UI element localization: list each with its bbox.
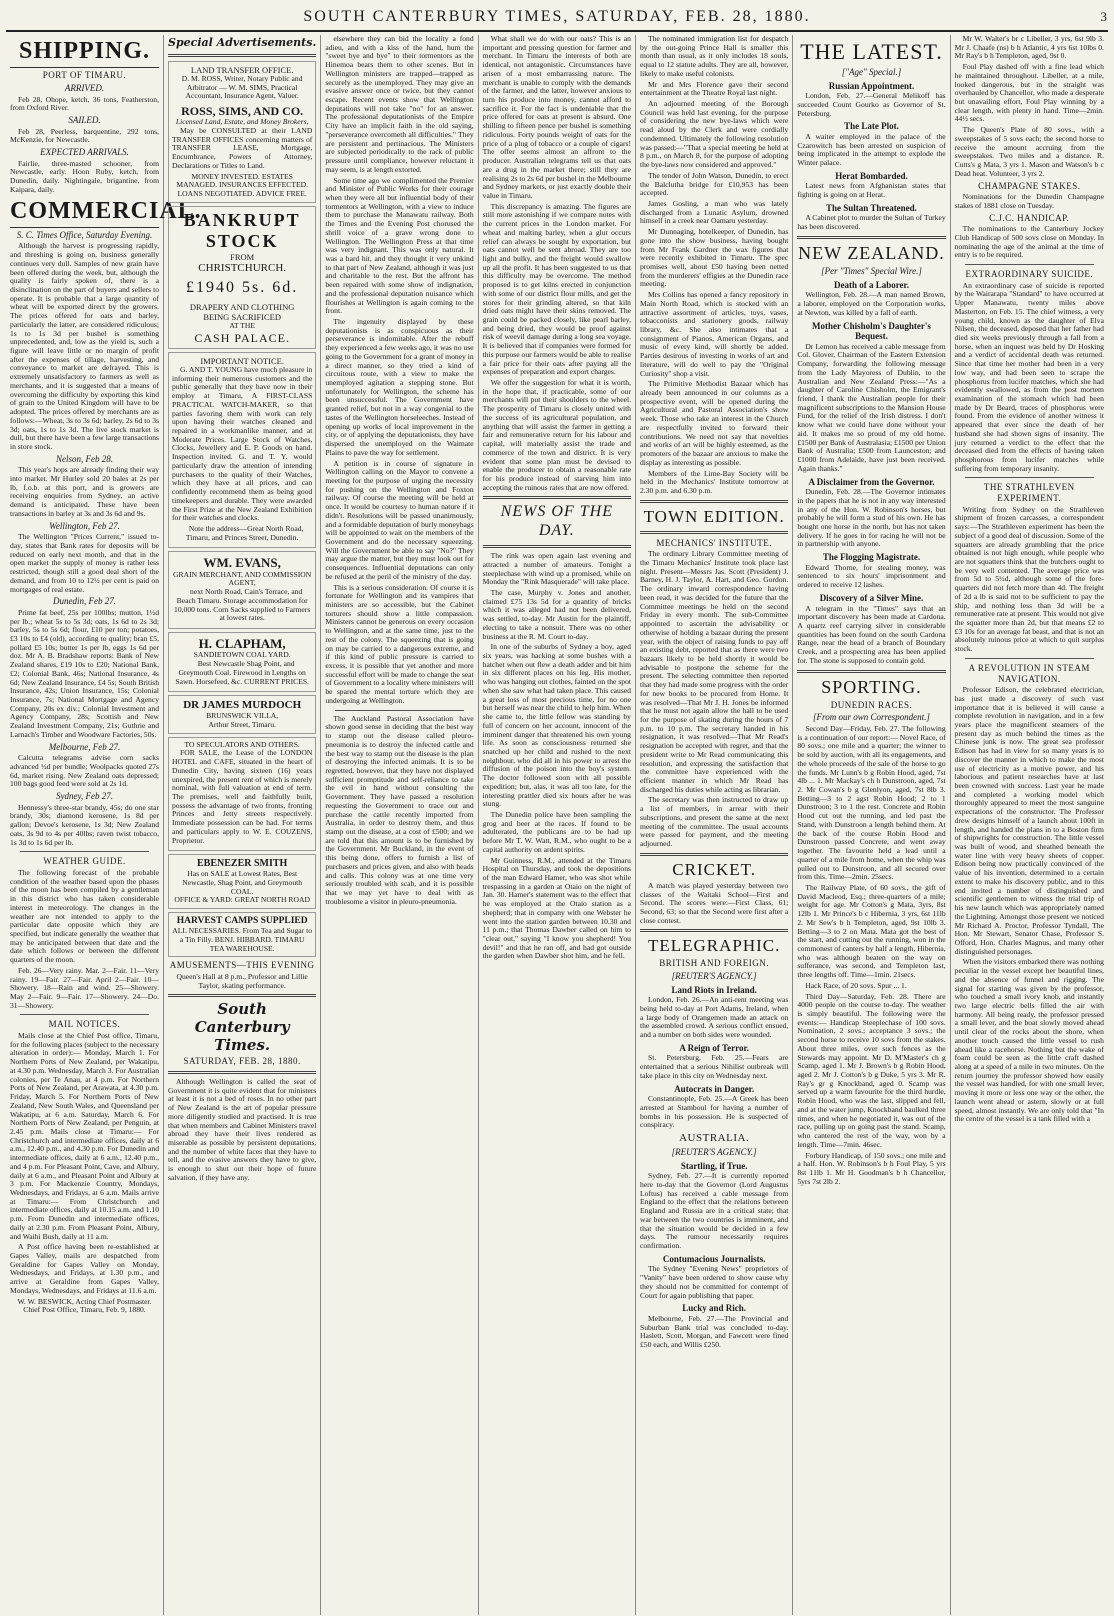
mechanics-text: The ordinary Library Committee meeting of the Timaru Mechanics' Institute took place last night. Present—Messrs Jas. Scott (President) J. Barney, H. J. Taylor, A. Hart, and Geo. Gordon. The ordinary inward correspondence having been read, it was decided for the future that the Committee meetings be held on the second Friday in every month. The sub-Committee appointed to ascertain the advisability or otherwise of holding a bazaar during the present year, with the object of raising funds to pay off an existing debt, reported that as there were two bazaars likely to be held shortly it would be advisable to postpone the scheme for the present. The selecting committee then reported that they had made some progress with the order for new books to be procured from Home. It was resolved—That Mr J. H. Jones be informed that he must not again allow the hall to be used for the purpose of skating during the hours of 7 p.m. to 10 p.m. The secretary handed in his resignation, it was resolved—That Mr Read's resignation be accepted with regret, and that the president write to Mr Read communicating this resolution, and expressing the satisfaction that the committee have experienced with the efficient manner in which Mr Read has discharged his duties while acting as librarian. xyxy=(639,549,789,794)
col3-para-6: The Auckland Pastoral Association have shown good sense in deciding that the best way to stamp out the disease called pleuro-pneumonia is to destroy the infected cattle and the best way to stamp out the disease is the plan of destroying the infected animals. It is to be regretted, however, that they have not displayed sufficient promptitude and self-reliance to take the evil in hand without consulting the Government. They have passed a resolution requesting the Government to trace out and purchase the cattle recently imported from Australia, in order to destroy them, and thus stamp out the disease, at a cost of £500; and we are told that this amount is to be furnished by the Government. Mr Buckland, in the event of this being done, offers to furnish a list of purchasers and prices given, and also with heads and calls. This colony was at one time very seriously troubled with scab, and it is possible that we may yet have to deal with as troublesome a visitor in pleuro-pneumonia. xyxy=(325,713,474,906)
leader-text: Although Wellington is called the seat of Government it is quite evident that for ministers at least it is not a bed of roses. In no other part of New Zealand is the art of popular pressure more diligently studied and practised. It is true that when members and Cabinet Ministers travel abroad they have their lives rendered as miserable as possible by persistent deputations, and the number of white faces that they have to tell, and the evasive answers they have to give, is enough to shut out their hope of future salvation, if they have any. xyxy=(168,1077,317,1182)
nelson-text: This year's hops are already finding their way into market. Mr Hurley sold 20 bales at 2s per lb, f.o.b. at this port, and is growers are receiving enquiries from Sydney, an active demand is anticipated. These have been transactions in barley at 3s and 3s 6d and 9s. xyxy=(10,465,159,518)
revolution-text: Professor Edison, the celebrated electrician, has just made a discovery of such vast importance that it is believed it will cause a complete revolution in navigation, and in a few years place the magnificent steamers of the present day as much behind the times as the Chinese junk is now. The great sea professor Edison has had in view for so many years is to discover the manner in which to make the most use of electricity as a motive power, and his laborious and patient researches have at last been crowned with success. Last year he made and completed a working model which thoroughly appeared to meet the most sanguine expectations of the constructor. The Professor drew designs himself of a launch about 100ft in length, and handed the plans in to a Boston firm of shipwrights for construction. The little vessel was built of wood, and sheathed beneath the water line with very heavy sheets of copper. Edison being now practically convinced of the value of his invention, determined to a certain extent to make his discovery public, and to this end invited a number of distinguished and scientific gentlemen to witness the trial trip of his new launch which was appropriately named the Lightning. Amongst those present we noticed Mr Richard A. Proctor, Professor Tyndall, The Hon. Mr Stewart, Senator Chase, Professor S. Offord, Hon. Charles Magnus, and many other distinguished personages. xyxy=(954,685,1104,956)
russian-headline: Russian Appointment. xyxy=(828,80,915,91)
column-4 xyxy=(479,35,636,1615)
mail-signature: W. W. BESWICK, Acting Chief Postmaster. Chief Post Office, Timaru, Feb. 9, 1880. xyxy=(17,1296,152,1315)
smith-office: OFFICE & YARD: GREAT NORTH ROAD xyxy=(174,895,310,905)
russian-text: London, Feb. 27.—General Melikoff has succeeded Count Gourko as Governor of St. Petersburg. xyxy=(797,91,946,118)
hack-text: Hack Race, of 20 sovs. Spur ... 1. xyxy=(805,980,907,990)
sporting-heading: SPORTING. xyxy=(821,676,922,697)
ross-footer: MONEY INVESTED. ESTATES MANAGED. INSURANCES EFFECTED. LOANS NEGOTIATED. ADVICE FREE. xyxy=(176,171,308,199)
murdoch-sub: BRUNSWICK VILLA, xyxy=(206,711,279,721)
special-ads-heading: Special Advertisements. xyxy=(168,36,317,49)
bequest-headline: Mother Chisholm's Daughter's Bequest. xyxy=(812,320,931,342)
amusements-text: Queen's Hall at 8 p.m., Professor and Lillie Taylor, skating performance. xyxy=(176,971,308,990)
page-number: 3 xyxy=(1100,9,1108,24)
smith-heading: EBENEZER SMITH xyxy=(197,858,288,870)
columns xyxy=(6,35,1108,1615)
smith-text: Has on SALE at Lowest Rates, Best Newcastle, Shag Point, and Greymouth COAL. xyxy=(182,869,303,896)
col7-para-3: The Queen's Plate of 80 sovs., with a sweepstakes of 5 sovs each; the second horse to receive the amount accruing from the sweepstakes. Two miles and a distance. R. Cutts's g Mata, 3 yrs 1. Mason and Watson's b c Dead heat. Volunteer, 3 yrs 2. xyxy=(954,125,1104,178)
speculators-ad xyxy=(168,737,316,852)
column-6 xyxy=(793,35,950,1615)
young-text: G. AND T. YOUNG have much pleasure in informing their numerous customers and the public generally that they have now in their employ at Timaru, A FIRST-CLASS PRACTICAL WATCH-MAKER, so that parties favoring them with work can rely upon having their watches cleaned and repaired in a workmanlike manner, and at Moderate Prices. Large Stock of Watches, Clocks, Jewellery and E. P. Goods on hand. Inspection invited. G. and T. Y. would particularly draw the attention of intending purchasers to the quality of their Watches, which they have at all prices, and can confidently recommend them as being good timekeepers and durable. They were awarded the First Prize at the New Zealand Exhibition for their watches and clocks. xyxy=(172,365,313,523)
cricket-text: A match was played yesterday between two classes of the Waitaki School—First and Second. The scores were:—First Class, 61; Second, 63; so that the Second were first after a close contest. xyxy=(639,880,789,925)
col5-para-3: An adjourned meeting of the Borough Council was held last evening, for the purpose of considering the new bye-laws which were read aloud by the Clerk and were cordially condemned. Ultimately the following resolution was passed:—"That a special meeting be held at 8 p.m., on March 8, for the purpose of adopting the bye-laws now considered and approved." xyxy=(639,99,789,170)
drapery-line: DRAPERY AND CLOTHING xyxy=(189,302,295,313)
suicide-heading: EXTRAORDINARY SUICIDE. xyxy=(965,269,1094,280)
wellington-heading: Wellington, Feb 27. xyxy=(49,520,120,531)
paper-title: South Canterbury Times. xyxy=(194,1000,290,1054)
mail-text: Mails close at the Chief Post office, Timaru, for the following places (subject to the necessary alteration in order):— Monday, March 1. For Northern Ports of New Zealand, per Wakatipu, at 4.30 p.m. Wednesday, March 3. For Australian colonies, per Te Anau, at 4 p.m. For Northern Ports of New Zealand, per Arawata, at 4.30 p.m. Friday, March 5. For Northern Ports of New Zealand, New South Wales, and Queensland per Wakatipu, at 6 a.m. Saturday, March 6. For Northern Ports of New Zealand, per Penguin, at 2.45 p.m. Mails close at Timaru:— For Christchurch and intermediate offices, daily at 6 a.m., 12.40 p.m., and 4.30 p.m. For Dunedin and intermediate offices, daily at 6 a.m., 12.40 p.m., and 4 p.m. For Pleasant Point, Cave, and Albury, daily at 6 a.m., and Pleasant Point and Albury at 3 p.m. For Mackenzie Country, Mondays, Wednesdays, and Fridays, at 6 a.m. Mails arrive at Timaru:— From Christchurch and intermediate offices, daily at 10.15 a.m. and 1.10 p.m. From Dunedin and intermediate offices, daily at 2.30 p.m. From Pleasant Point, Albury, and Waihi Bush, daily at 11 a.m. xyxy=(10,1031,159,1241)
at-the-line: AT THE xyxy=(229,321,255,331)
harvest-ad xyxy=(168,912,316,957)
evans-text: next North Road, Cain's Terrace, and Beach Timaru. Storage accommodation for 10,000 tons. Corn Sacks supplied to Farmers at lowest rates. xyxy=(174,587,311,623)
harvest-heading: HARVEST CAMPS SUPPLIED xyxy=(176,915,308,926)
ross-heading: ROSS, SIMS, AND CO. xyxy=(181,104,304,119)
australia-heading: AUSTRALIA. xyxy=(679,1132,750,1145)
silver-headline: Discovery of a Silver Mine. xyxy=(819,592,924,603)
murdoch-heading: DR JAMES MURDOCH xyxy=(183,699,302,712)
strathleven-text: Writing from Sydney on the Strathleven shipment of frozen carcasses, a correspondent says:—The Strathleven experiment has been the subject of a good deal of discussion. Some of the squatters are already grumbling that the price obtained is not high enough, while people who are not squatters think that the butchers ought to be very well contented. The average price was from 5d to 5½d, although some of the fore-quarters did not fetch more than 4d. The freight of 2d a lb is said not to be sufficient to pay the ship, and nothing less than 3d will be a remunerative rate at present. This would not give the squatter more than 2d, but that means £2 to £3 10s for an average fat beast, and that is not an absolutely ruinous price at which to quit surplus stock. xyxy=(954,504,1104,654)
town-edition-heading: TOWN EDITION. xyxy=(643,506,785,526)
journalists-headline: Contumacious Journalists. xyxy=(662,1253,766,1264)
latest-agency: ["Age" Special.] xyxy=(841,66,902,77)
terror-text: St. Petersburg, Feb. 25.—Fears are entertained that a serious Nihilist outbreak will take place in this city on Wednesday next. xyxy=(639,1053,789,1080)
port-heading: PORT OF TIMARU. xyxy=(42,70,127,81)
mechanics-heading: MECHANICS' INSTITUTE. xyxy=(656,537,772,548)
col4-para-3: We offer the suggestion for what it is worth, in the hope that, if practicable, some of our merchants will put their shoulders to the wheel. The prosperity of Timaru is closely united with the success of its agricultural population, and anything that will assist the farmer in getting a fair and remunerative return for his labour and capital, will materially assist the trade and commerce of the town and district. It is very evident that some plan must be devised to enable the producer to obtain a reasonable rate for his produce instead of starving him into accepting the ruinous rates that are now offered. xyxy=(482,378,631,492)
col5-para-8: The Primitive Methodist Bazaar which has already been announced in our columns as a prospective event, will be opened during the Agricultural and Pastoral Association's show week. Those who take an interest in the Church are respectfully invited to forward their contributions. We need not say that novelties and works of art will be highly esteemed, as the promoters of the bazaar are anxious to make the display as interesting as possible. xyxy=(639,379,789,467)
mail-heading: MAIL NOTICES. xyxy=(48,1019,121,1030)
revolution-text-2: When the visitors embarked there was nothing peculiar in the vessel except her beautiful lines, and the absence of funnel and rigging. The signal for starting was given by the professor, who touched a small ivory knob, and instantly two large electric bells filled the air with harmony. All being ready, the professor pressed a small lever, and the boat slowly moved ahead until clear of the rocks about the shore, when another touch caused the little vessel to rush ahead like a racehorse. Nothing but the wake of foam could be seen as the little craft dashed along at a speed of a mile in two minutes. On the return journey the professor showed how easily the vessel was handled, for with one small lever, moving it more or less one way or the other, the launch went ahead or astern, slowly or at full speed, almost instantly. We are only told that "In the centre of the vessel is a tank filled with a xyxy=(954,957,1104,1124)
young-address: Note the address—Great North Road, Timaru, and Princes Street, Dunedin. xyxy=(185,523,304,542)
sydney-heading: Sydney, Feb 27. xyxy=(56,791,113,802)
autocrats-headline: Autocrats in Danger. xyxy=(674,1083,755,1094)
notice-heading: IMPORTANT NOTICE. xyxy=(200,356,284,366)
mechanics-text-2: The secretary was then instructed to draw up a list of members, in arrear with their subscriptions, and present the same at the next meeting of the committee. The usual accounts were passed for payment, and the meeting adjourned. xyxy=(639,795,789,849)
land-transfer-ad xyxy=(168,61,316,203)
col5-para-4: The tender of John Watson, Dunedin, to erect the Balclutha bridge for £10,953 has been accepted. xyxy=(639,170,789,198)
flogging-text: Edward Thorne, for stealing money, was sentenced to six hours' imprisonment and ordered to receive 12 lashes. xyxy=(797,562,946,590)
news-5: Mr Guinness, R.M., attended at the Timaru Hospital on Thursday, and took the depositions of the man Edward Hamer, who was shot while trespassing in a garden at Otaio on the night of Jan. 30. Hamer's statement was to the effect that he was employed at the Otaio station as a shepherd; that in company with one Webster he went into the station garden between 10.30 and 11 p.m.; that Thomas Dawber called on him to "clear out," saying "I know you shepherd! You devil!" and that he ran off, and had got outside the garden when Dawber shot him, and he fell. xyxy=(482,855,631,961)
cjc-heading: C.J.C. HANDICAP. xyxy=(989,212,1070,223)
col5-para-6: Mr Dunnaging, hotelkeeper, of Dunedin, has gone into the show business, having bought from Mr Frank Gardner the wax figures that were recently exhibited in Timaru. The spec promises well, about £50 having been netted from the murderers' effigies at the Dunedin race meeting. xyxy=(639,227,789,289)
disclaimer-text: Dunedin, Feb. 28.—The Governor intimates in the papers that he is not in any way interested in any of the Hon. W. Robinson's horses, but probably he will form a stud of his own. He has bought one horse in the north, but has not taken delivery. If he goes in for racing he will not be in partnership with anyone. xyxy=(797,487,946,549)
col3-para-4: A petition is in course of signature in Wellington calling on the Mayor to convene a meeting for the purpose of urging the necessity for pushing on the Wellington and Foxton railway. Of course the meeting will be held at once. It would be courtesy to human nature if it didn't. Resolutions will be passed unanimously, and a formidable deputation of burly moneybags will be appointed to wait on the members of the Government and do the necessary squeezing. Will the Government be able to say "No?" They may argue the matter, but they must look out for consequences. Influential deputations can only be refused at the peril of the ministry of the day. xyxy=(325,458,474,581)
british-foreign: BRITISH AND FOREIGN. xyxy=(659,958,770,969)
land-heading: LAND TRANSFER OFFICE. xyxy=(190,64,294,75)
col5-para-2: Mr and Mrs Florence gave their second entertainment at the Theatre Royal last night. xyxy=(639,79,789,98)
ireland-text: London, Feb. 26.—An anti-rent meeting was being held to-day at Port Adams, Ireland, when a large body of Orangemen made an attack on the assembled crowd. A serious conflict ensued, and a number on both sides were wounded. xyxy=(639,995,789,1040)
col7-para-1: Mr W. Walter's br c Libeller, 3 yrs, 6st 9lb 3. Mr J. Chaafe (ns) b h Atlantic, 4 yrs 6st 10lbs 0. Mr Ray's b h Templeton, aged, 9st 0. xyxy=(954,34,1104,61)
paper-date: SATURDAY, FEB. 28, 1880. xyxy=(183,1056,301,1067)
weather-text: The following forecast of the probable condition of the weather based upon the phases of the moon has been compiled by a gentleman in this district who has taken considerable interest in meteorology. The changes in the weather are not intended to apply to the particular date opposite which they are specified, but indicate generally the weather that may be anticipated between that date and the date which follows or between the different quarters of the moon. xyxy=(10,867,159,965)
expected-text: Fairlie, three-masted schooner, from Newcastle, early. Hoon Ruby, ketch, from Dunedin, daily. Nightingale, brigantine, from Kaipara, daily. xyxy=(10,158,159,194)
cricket-heading: CRICKET. xyxy=(672,859,756,879)
plot-text: A waiter employed in the palace of the Czarowitch has been arrested on suspicion of being implicated in the attempt to explode the Winter palace. xyxy=(797,131,946,168)
commercial-text: Although the harvest is progressing rapidly, and threshing is going on, business generally continues very dull. Samples of new grain have been offered during the week, but, although the quality is fairly spoken of, there is a disinclination on the part of buyers and sellers to operate. It is probable that a large quantity of wheat will be exported direct by the growers. The prices offered for oats and barley, particularly the latter, are considered ridiculous; 1s to 1s 3d per bushel is something unprecedented, and, low as the yield is, such a figure will leave little or no margin of profit after the expenses of tillage, harvesting, and conveyance to market are defrayed. This is extremely unsatisfactory to farmers as well as merchants, and it is suggested that a means of overcoming the difficulty by exporting this kind of grain to the United Kingdom will have to be adopted. The prices offered by merchants are as follows:—Wheat, 3s to 3s 6d; barley, 2s 6d to 3s 3d; oats, 1s to 1s 3d. The live stock market is dull, but there have been a few large transactions in store stock. xyxy=(10,241,159,451)
weather-list: Feb. 26—Very rainy. Mar. 2—Fair. 11—Very rainy. 19—Fair. 27—Fair. April 2—Fair. 10—Showery. 18—Rain and wind. 25—Showery. May 2—Fair. 9—Fair. 17—Showery. 24—Do. 31—Showery. xyxy=(10,965,159,1010)
herat-text: Latest news from Afghanistan states that fighting is going on at Herat. xyxy=(797,181,946,200)
sydney-text: Hennessy's three-star brandy, 45s; do one star brandy, 30s; diamond kerosene, 1s 8d per gallon; Devoe's kerosene, 1s 3d; New Zealand oats, 3s 9d to 4s per 40lbs; raven twist tobacco, 1s 3d to 1s 6d per lb. xyxy=(10,802,159,847)
land-names: D. M. ROSS, Writer, Notary Public and Arbitrator — W. M. SIMS, Practical Accountant, Insurance Agent, Valuer. xyxy=(181,73,303,101)
races-heading: DUNEDIN RACES. xyxy=(830,699,913,710)
expected-label: EXPECTED ARRIVALS. xyxy=(40,147,129,158)
flogging-headline: The Flogging Magistrate. xyxy=(822,552,921,563)
cjc-text: The nominations to the Canterbury Jockey Club Handicap of 500 sovs close on Monday. In nominating the age of the animal at the time of entry is to be required. xyxy=(954,224,1104,260)
startling-text: Sydney, Feb. 27.—It is currently reported here to-day that the Governor (Lord Augustus Loftus) has received a cable message from England to the effect that the relations between England and Russia are in a critical state; that war between the two countries is imminent, and that the situation would be decided in a few days. The rumour necessarily requires confirmation. xyxy=(639,1171,789,1251)
wellington-text: The Wellington "Prices Current," issued to-day, states that Bank rates for deposits will be reduced on early next month, and that in the open market the supply of money is rather less restricted, though still a good deal short of the demand, and from 10 to 12½ per cent is paid on mortgages of real estate. xyxy=(10,532,159,594)
clapham-ad xyxy=(168,632,316,692)
masthead-title: SOUTH CANTERBURY TIMES, SATURDAY, FEB. 28, 1880. xyxy=(303,8,811,25)
arrived-text: Feb 28, Ohope, ketch, 36 tons, Featherston, from Oxford River. xyxy=(10,94,159,113)
silver-text: A telegram in the "Times" says that an important discovery has been made at Cardona. A quartz reef carrying silver in considerable quantities has been found on the south Cardona Range, near the head of a branch of Boundary Creek, and a prospecting area has been applied for. The stone is supposed to contain gold. xyxy=(797,603,946,665)
col3-para-2: Some time ago we complimented the Premier and Minister of Public Works for their courage when they were all but influential body of their tormentors at Wellington, with a view to induce them to purchase the Manawatu railway. Both the Times and the Evening Post chorused the shrill voice of a grave wrong done to Wellington. The Wellington Press at that time was very indignant. This was only natural. It was a hard hit, and they thought it very unkind to that part of New Zealand, although it was just and charitable to the rest. But the affront has been repaired with some show of indignation, and the professional deputation nuisance which flourishes at Wellington is again coming to the front. xyxy=(325,175,474,316)
evans-sub: GRAIN MERCHANT, AND COMMISSION AGENT, xyxy=(173,569,312,588)
death-headline: Death of a Laborer. xyxy=(833,279,909,290)
masthead xyxy=(6,4,1108,32)
weather-heading: WEATHER GUIDE. xyxy=(43,856,126,867)
clapham-text: Best Newcastle Shag Point, and Greymouth Coal. Firewood in Lengths on Sawn. Horsefeed, &c. CURRENT PRICES. xyxy=(175,659,309,686)
commercial-heading: COMMERCIAL. xyxy=(10,197,159,228)
murdoch-text: Arthur Street, Timaru. xyxy=(208,719,276,729)
amusements-heading: AMUSEMENTS—THIS EVENING xyxy=(169,960,315,971)
spec-text: FOR SALE, the Lease of the LONDON HOTEL and CAFE, situated in the heart of Dunedin City, having sixteen (16) years unexpired, the present rent of which is merely nominal, with full valuation at end of term. The premises, well and faithfully built, possess the advantage of two fronts, fronting Princes and Jetty streets respectively. Immediate possession can be had. For terms and particulars apply to W. E. COUZENS, Proprietor. xyxy=(172,748,313,845)
sultan-text: A Cabinet plot to murder the Sultan of Turkey has been discovered. xyxy=(797,213,946,232)
col4-para-2: This discrepancy is amazing. The figures are still more astonishing if we compare notes with the current prices in the London market. For wheat and malting barley, when a glut occurs relief can always be sought by exportation, but oats cannot well be sent abroad. They are too light and bulky, and the freight would swallow up all the profit. It has been suggested to us that this difficulty may be overcome. The method proposed is to get kilns erected in conjunction with some of our district flour mills, and get the stores for their grinding altered, so that kiln dried oats might have their skins removed. The grain could be packed closely, like pearl barley, and being dried, they would be proof against risk of weevil damage during a long sea voyage. It is believed that if companies were formed for this purpose our farmers would be able to realise a fair price for their oats after paying all the expenses of preparation and export charges. xyxy=(482,201,631,377)
mail-footer: A Post office having been re-established at Gapes Valley, mails are despatched from Geraldine for Gapes Valley on Monday, Wednesdays, and Fridays, at 1.30 p.m., and arrive at Geraldine from Gapes Valley, Mondays, Wednesdays, and Fridays at 11.6 a.m. xyxy=(10,1242,159,1295)
spec-heading: TO SPECULATORS AND OTHERS. xyxy=(184,739,300,749)
autocrats-text: Constantinople, Feb. 25.—A Greek has been arrested at Stamboul for having a number of bombs in his possession. He is suspected of conspiracy. xyxy=(639,1094,789,1130)
plot-headline: The Late Plot. xyxy=(844,121,899,132)
startling-headline: Startling, if True. xyxy=(680,1160,748,1171)
nz-heading: NEW ZEALAND. xyxy=(798,242,945,263)
clapham-heading: H. CLAPHAM, xyxy=(198,636,286,652)
bankrupt-heading: BANKRUPT STOCK xyxy=(183,209,301,251)
nz-agency: [Per "Times" Special Wire.] xyxy=(821,266,922,277)
suicide-text: An extraordinary case of suicide is reported by the Wairarapa "Standard" to have occurred at Upper Manawatu, twenty miles above Masterton, on Feb. 15. The chief witness, a very young child, known as the daughter of Elva Nilsen, the deceased, deposed that her father had died six weeks previously through a fall from a horse, when an inquest was held by Dr Hosking and a verdict of accidental death was returned. Since that time her mother had been in a very low way, and had been seen to scrape the phosphorus from lucifer matches, which she had evidently swallowed, as from the post mortem examination of the stomach which had been made by Dr Beard, traces of phosphorus were found. From the evidence of another witness it appeared that ever since the death of her husband she had shown signs of insanity. The jury returned a verdict to the effect that the deceased died from the effects of having taken phosphorous from lucifer matches while suffering from temporary insanity. xyxy=(954,280,1104,473)
races-text: Second Day—Friday, Feb. 27. The following is a continuation of our report:— Novel Race, of 80 sovs.; one mile and a quarter; the winner to be sold by auction, with all its engagements, and the whole proceeds of the sale of the horse to go the funds. Mr Lunn's b g Robin Hood, aged, 7st 4lb ... 1. Mr Mackay's ch h Dunstroon, aged, 7st 2. Mr Cowan's b g Glenlyon, aged, 7st 8lb 3. Betting—3 to 2 agst Robin Hood; 2 to 1 Dunstroon; 3 to 1 the rest. Concrete and Robin Hood cut out the running, and led past the Stand, with Dunstroon a length behind them. At the back of the course Robin Hood and Dunstroon passed Concrete, and went away together. The favourite held a lead until a quarter of a mile from home, when the whip was pulled out to Dunstroon, and all secured over from this. Time—2min. 25secs. xyxy=(797,724,946,882)
terror-headline: A Reign of Terror. xyxy=(679,1042,749,1053)
col4-para-1: What shall we do with our oats? This is an important and pressing question for farmer and merchant. In Timaru the interests of both are identical, not antagonistic. Circumstances have arisen of a most embarrassing nature. The merchant is unable to comply with the demands of the farmer, and the latter, however anxious to turn his produce into money, cannot afford to sacrifice it. For the fact is undeniable that the price offered for oats at present is absurd. One shilling to fifteen pence per bushel is something ridiculous. Forty pounds weight of oats for the price of a plug of tobacco or a couple of cigars! The offer seems almost an affront to the producer. Australian telegrams tell us that oats are a drug in the market there; still they are realising 2s to 2s 6d per bushel in the Melbourne and Sydney markets, or just exactly double their value in Timaru. xyxy=(482,34,631,200)
news-4: The Dunedin police have been sampling the grog and beer at the races. If found to be adulterated, the publicans are to be had up before Mr T. W. Watt, R.M., who ought to be a capital authority on ardent spirits. xyxy=(482,809,631,854)
railway-text: The Railway Plate, of 60 sovs., the gift of David Macleod, Esq.; three-quarters of a mile; weight for age. Mr Cotton's g Mata, 3yrs, 8st 12lb 1. Mr Prince's b c Hibernia, 3 yrs, 6st 11lb 2. Mr Sew's b h Templeton, aged, 9st 10lb 3. Betting—3 to 2 on Mata. Mata got the best of the start, and cutting out the running, won in the commonest of canters by half a length, Hibernia, who was although beaten on the way on sufferance, was second, and Templeton last, three lengths off. Time—1min. 21secs. xyxy=(797,882,946,980)
col3-para-1: elsewhere they can bid the locality a fond adieu, and with a kiss of the hand, hum the "sweet bye and bye" to their tormentors as the Hinemoa bears them to other scenes. But in Wellington ministers are trapped—trapped as securely as the unemployed. They may give an evasive answer once or twice, but they cannot escape. Recent events show that Wellington deputations will not take "no" for an answer. The professional deputationists of the Empire City have an implicit faith in the old saying, "perseverance overcometh all difficulties." They are persistent and pertinacious. The Ministers are subjected periodically to the rack of public pressure until compliance, however reluctant it may seem, is at length extorted. xyxy=(325,34,474,174)
latest-heading: THE LATEST. xyxy=(800,39,943,64)
column-7 xyxy=(951,35,1108,1615)
sacrificed-line: BEING SACRIFICED xyxy=(203,312,281,323)
bankrupt-stock-ad xyxy=(168,206,316,349)
news-1: The rink was open again last evening and attracted a number of amateurs. Tonight a steeplechase with wind up a promised, while on Monday the "Rink Masquerade" will take place. xyxy=(482,551,631,587)
murdoch-ad xyxy=(168,695,316,733)
column-2 xyxy=(164,35,321,1615)
young-watchmaker-ad xyxy=(168,352,316,548)
sailed-text: Feb 28, Peerless, barquentine, 292 tons, McKenzie, for Newcastle. xyxy=(10,126,159,145)
champagne-text: Nominations for the Dunedin Champagne stakes of 1881 close on Tuesday. xyxy=(954,192,1104,210)
races-agency: [From our own Correspondent.] xyxy=(813,712,930,723)
news-3: In one of the suburbs of Sydney a boy, aged six years, was hacking at some bushes with a hatchet when out flew a death adder and bit him in six different places on his leg. His mother, who was hanging out clothes, fainted on the spot when she saw what had taken place. This caused a great loss of most precious time, for no one but herself was near the child to help him. When she came to, the little fellow was standing by full of concern on her account, innocent of the imminent danger that threatened his own young life. As soon as consciousness returned she snatched up her child and rushed to the next neighbour, who did all in his power to arrest the diffusion of the poison into the boy's system. The doctor followed soon with all possible expedition; but, alas, it was all too late, for the interesting prattler died six hours after he was stung. xyxy=(482,642,631,809)
col5-para-1: The nominated immigration list for despatch by the out-going Prince Hall is smaller this month than usual, as it only includes 18 souls, equal to 12 statute adults. They are all, however, likely to make useful colonists. xyxy=(639,34,789,78)
news-heading: NEWS OF THE DAY. xyxy=(500,503,613,540)
lucky-text: Melbourne, Feb. 27.—The Provincial and Suburban Bank trial was concluded to-day. Haslett, Scott, Morgan, and Fawcett were fined £50 each, and Willis £250. xyxy=(639,1313,789,1350)
smith-ad xyxy=(168,854,316,909)
ross-text: May be CONSULTED at their LAND TRANSFER OFFICES concerning matters of TRANSFER LEASE, Mortgage, Encumbrance, Powers of Attorney, Declarations or Titles to Land. xyxy=(172,126,313,170)
bequest-text: Dr Lemon has received a cable message from Col. Glover, Chairman of the Eastern Extension Company, forwarding the following message from the Lady Mayoress of Dublin, to the Australian and New Zealand Press:—"As a daughter of Caroline Chisholm, the Emigrant's friend, I thank the Australian people for their magnificent subscriptions to the Mansion House Fund, for the relief of the Irish distress. I don't know what we could have done without your aid. It makes me so proud of my old home. £1500 per Bank of Australasia; £1500 per Union Bank of Australia; £500 from Launceston; and £1000 from Adelaide, have just been received. Again thanks." xyxy=(797,341,946,473)
column-1 xyxy=(6,35,202,1615)
journalists-text: The Sydney "Evening News" proprietors of "Vanity" have been ordered to show cause why they should not be committed for contempt of Court for again publishing that paper. xyxy=(639,1264,789,1300)
col5-para-7: Mrs Collins has opened a fancy repository in Main North Road, which is stocked with an attractive assortment of articles, toys, vases, tobacconists and stationery goods, railway library, &c. She also intimates that a consignment of Pianos, American Organs, and music of every kind, will shortly be added. Parties desirous of investing in works of art and literature, will do well to pay the "Original Curiosity" shop a visit. xyxy=(639,290,789,378)
evans-heading: WM. EVANS, xyxy=(203,555,281,571)
news-2: The case, Murphy v. Jones and another, claimed £75 13s 5d for a quantity of bricks which it was alleged had not been delivered, was settled, to-day. Mr Austin for the plaintiff, electing to take a nonsuit. There was no other business at the R. M. Court to-day. xyxy=(482,588,631,641)
commercial-sub: S. C. Times Office, Saturday Evening. xyxy=(16,229,153,240)
herat-headline: Herat Bombarded. xyxy=(835,170,908,181)
forbury-text: Forbury Handicap, of 150 sovs.; one mile and a half. Hon. W. Robinson's b h Foul Play, 5 yrs 8st 11lb 1. Mr H. Goodman's b h Chancellor, 5yrs 7st 2lb 2. xyxy=(797,1150,946,1186)
ross-sub: Licensed Land, Estate, and Money Brokers, xyxy=(175,117,309,127)
death-text: Wellington, Feb. 28.—A man named Brown, a laborer, employed on the Corporation works, at Newton, was killed by a fall of earth. xyxy=(797,290,946,317)
col5-para-5: James Gosling, a man who was lately discharged from a Lunatic Asylum, drowned himself in a creek near Oamaru yesterday. xyxy=(639,198,789,226)
col5-para-9: Members of the Lime-Bay Society will be held in the Mechanics' Institute tomorrow at 2.30 p.m. and 6.30 p.m. xyxy=(639,468,789,495)
column-3 xyxy=(321,35,478,1615)
lucky-headline: Lucky and Rich. xyxy=(682,1303,747,1314)
bankrupt-from: FROM xyxy=(230,252,255,263)
sailed-label: SAILED. xyxy=(68,114,101,125)
third-day-text: Third Day—Saturday, Feb. 28. There are 4000 people on the course to-day. The weather is simply beautiful. The following were the events:— Handicap Steeplechase of 100 sovs. Nomination, 2 sovs.; acceptance 3 sovs.; the second horse to receive 10 sovs from the stakes. About three miles, over such fences as the Stewards may appoint. Mr D. M'Master's ch g Scamp, aged 1. Mr J. Brown's b g Robin Hood, aged 2. Mr J. Cotton's b g Duke, 5 yrs 3. Mr R. Ray's gr g Knockband, aged 0. Scamp was served up a warm favourite for the third hurdle, Robin Hood, who was the last, slipped and fell, and at the water jump, Knockband baulked three times, and when he negotiated it, was out of the race, pulling up on going past the stand. Scamp, who cantered the rest of the way, won by a length. Time—7min. 46sec. xyxy=(797,991,946,1149)
melbourne-heading: Melbourne, Feb 27. xyxy=(48,741,121,752)
shipping-heading: SHIPPING. xyxy=(10,37,159,68)
arrived-label: ARRIVED. xyxy=(64,82,105,93)
col3-para-3: The ingenuity displayed by these deputationists is as conspicuous as their perseverance is indomitable. After the rebuff they experienced a few weeks ago, it was no use going to the Government for a grant of money in a direct manner, so they tried a kind of circuitous route, with a view to make the unemployed agitation a stepping stone. But unfortunately for Wellington, the scheme has been unsuccessful. The Government have granted relief, but not in a way congenial to the tastes of the Wellington horseleeches. Instead of opening up works of local improvement in the city, or of applying the deputationists, they have dispersed the unemployed on the Waimate Plains to pave the way for settlement. xyxy=(325,317,474,457)
clapham-sub: SANDIETOWN COAL YARD. xyxy=(193,650,291,660)
harvest-text: ALL NECESSARIES. From Tea and Sugar to a Tin Filly. BENJ. HIBBARD. TIMARU TEA WAREHOUSE. xyxy=(172,926,313,953)
telegraphic-heading: TELEGRAPHIC. xyxy=(647,936,781,956)
ireland-headline: Land Riots in Ireland. xyxy=(671,984,757,995)
cash-palace: CASH PALACE. xyxy=(194,330,290,345)
bankrupt-place: CHRISTCHURCH. xyxy=(198,262,287,275)
melbourne-text: Calcutta telegrams advise corn sacks advanced ½d per bundle; Woolpacks quoted 27s 6d, market rising. New Zealand oats depressed; 100 bags good feed were sold at 2s 1d. xyxy=(10,753,159,789)
disclaimer-headline: A Disclaimer from the Governor. xyxy=(808,476,935,487)
col7-para-2: Foul Play dashed off with a fine lead which he maintained throughout. Libeller, at a mile, looked dangerous, but in the straight was overhauled by Chancellor, who made a desperate but unavailing effort, Foul Play winning by a clear length, with plenty in hand. Time—2min. 44½ secs. xyxy=(954,62,1104,124)
nelson-heading: Nelson, Feb 28. xyxy=(56,453,113,464)
reuters-agency: [REUTER'S AGENCY.] xyxy=(671,971,757,982)
revolution-heading: A REVOLUTION IN STEAM NAVIGATION. xyxy=(968,662,1090,684)
column-5 xyxy=(636,35,793,1615)
dunedin-text: Prime fat beef, 25s per 100lbs; mutton, 1½d per lb.; wheat 5s to 5s 3d; oats, 1s 6d to 2s 3d; barley, 5s to 5s 6d; flour, £10 per ton; potatoes, £3 10s to £4 (old), according to quality; bran £5, pollard £5 10s; butter 1s per lb, eggs 1s 6d per doz. Mr A. B. Bradshaw reports: Bank of New Zealand shares, £19 10s to £20; National Bank, £2; Colonial Bank, 46s; National Insurance, 4s 6d; New Zealand Insurance, £4 5s; South British Insurance, 42s; Union Insurance, 15s; Colonial Insurance, 7s; National Mortgage and Agency Company, 20s ex div.; Colonial Investment and Agency Company, 28s; Scottish and New Zealand Investment Company, 21s; Guthrie and Larnach's Timber and Woodware Factories, 50s. xyxy=(10,607,159,739)
dunedin-heading: Dunedin, Feb 27. xyxy=(53,596,116,607)
strathleven-heading: THE STRATHLEVEN EXPERIMENT. xyxy=(983,482,1075,504)
evans-ad xyxy=(168,551,316,629)
champagne-heading: CHAMPAGNE STAKES. xyxy=(978,180,1081,191)
australia-agency: [REUTER'S AGENCY.] xyxy=(671,1147,757,1158)
sultan-headline: The Sultan Threatened. xyxy=(826,202,917,213)
bankrupt-amount: £1940 5s. 6d. xyxy=(186,279,299,297)
col3-para-5: This is a serious consideration. Of course it is fortunate for Wellington and its vampires that ministers are so accessible, but the Cabinet torturers should show a little compassion. Ministers cannot be generous on every occasion to Wellington, and at the same time, just to the rest of the colony. The squeezing that is going on may be carried to a dangerous extreme, and if this kind of public pressure is carried to excess, it is possible that yet another and more successful effort will be made to change the seat of Government to a locality where ministers will be spared the mental torture which they are undergoing at Wellington. xyxy=(325,582,474,705)
